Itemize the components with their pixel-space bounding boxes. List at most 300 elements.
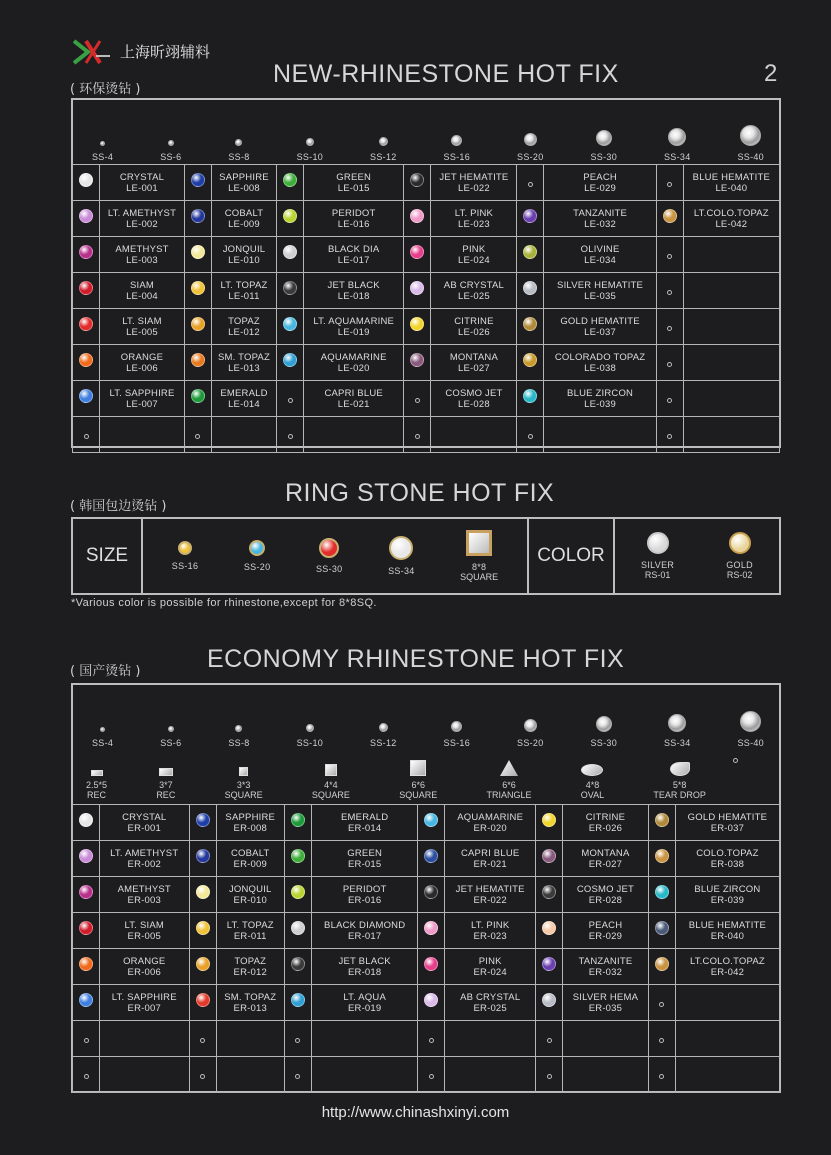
color-swatch-icon <box>79 885 93 899</box>
section1-cn-label: ( 环保烫钻 ) <box>70 82 141 97</box>
color-code: ER-029 <box>588 930 623 942</box>
rectangle-stone-icon <box>159 768 173 776</box>
color-code: LE-035 <box>584 290 616 302</box>
color-name-cell <box>100 381 185 417</box>
rectangle-stone-icon <box>239 767 248 776</box>
ring-size-item <box>244 540 271 572</box>
color-swatch-icon <box>283 173 297 187</box>
empty-slot-icon <box>659 1038 664 1043</box>
swatch-cell <box>73 877 100 913</box>
ring-stone-icon <box>249 540 265 556</box>
shape-item <box>312 752 350 800</box>
ring-size-label: SS-30 <box>315 564 343 574</box>
color-name-cell <box>311 1057 417 1093</box>
swatch-cell <box>648 1021 675 1057</box>
empty-slot-icon <box>528 434 533 439</box>
color-name-cell <box>211 309 276 345</box>
color-swatch-icon <box>523 353 537 367</box>
color-name-cell <box>311 877 417 913</box>
color-name-cell <box>445 805 536 841</box>
swatch-cell <box>404 201 431 237</box>
color-swatch-icon <box>291 885 305 899</box>
color-code: ER-002 <box>127 858 161 870</box>
swatch-cell <box>284 949 311 985</box>
color-name-cell <box>675 913 779 949</box>
swatch-cell <box>404 237 431 273</box>
size-label: SS-16 <box>443 738 471 748</box>
color-name-cell <box>431 309 517 345</box>
swatch-cell <box>189 985 216 1021</box>
color-name: PINK <box>462 243 486 255</box>
empty-slot-icon <box>415 398 420 403</box>
color-code: ER-027 <box>588 858 623 870</box>
rhinestone-icon <box>306 724 314 732</box>
color-name: LT. SAPPHIRE <box>111 991 177 1003</box>
shape-type-label: SQUARE <box>311 790 350 800</box>
color-name: BLUE ZIRCON <box>694 883 761 895</box>
size-label: SS-40 <box>737 152 764 162</box>
ring-color-code: RS-02 <box>726 570 753 580</box>
color-name-cell <box>216 949 284 985</box>
swatch-cell <box>284 1021 311 1057</box>
ring-color-item <box>641 532 674 580</box>
swatch-cell <box>73 345 100 381</box>
swatch-cell <box>404 417 431 453</box>
empty-slot-icon <box>659 1002 664 1007</box>
color-name-cell <box>675 841 779 877</box>
color-name-cell <box>431 273 517 309</box>
color-name: LT. SAPPHIRE <box>109 387 175 399</box>
color-swatch-icon <box>542 813 556 827</box>
color-swatch-icon <box>523 209 537 223</box>
color-name-cell <box>683 381 779 417</box>
swatch-cell <box>404 381 431 417</box>
table-row <box>73 949 780 985</box>
color-name-cell <box>563 877 649 913</box>
swatch-cell <box>184 345 211 381</box>
rectangle-stone-icon <box>325 764 337 776</box>
color-swatch-icon <box>523 317 537 331</box>
rhinestone-icon <box>168 140 174 146</box>
color-name: PEACH <box>583 171 617 183</box>
color-name-cell <box>304 201 404 237</box>
ring-size-item <box>172 541 199 571</box>
rhinestone-icon <box>379 723 388 732</box>
size-label: SIZE <box>73 519 143 593</box>
section1-color-table <box>72 164 780 453</box>
color-swatch-icon <box>191 317 205 331</box>
table-row <box>73 237 780 273</box>
size-label: SS-34 <box>663 152 691 162</box>
color-name: AMETHYST <box>117 883 171 895</box>
shape-size-label: 2.5*5 <box>86 780 108 790</box>
swatch-cell <box>648 805 675 841</box>
color-name-cell <box>683 417 779 453</box>
color-swatch-icon <box>291 957 305 971</box>
swatch-cell <box>189 877 216 913</box>
color-name: LT.COLO.TOPAZ <box>689 955 765 967</box>
swatch-cell <box>648 1057 675 1093</box>
color-swatch-icon <box>79 993 93 1007</box>
color-name-cell <box>100 877 190 913</box>
ring-size-label: SS-16 <box>171 561 199 571</box>
color-name: GREEN <box>347 847 383 859</box>
color-name-cell <box>683 309 779 345</box>
color-name-cell <box>211 345 276 381</box>
color-name-cell <box>216 1057 284 1093</box>
color-swatch-icon <box>291 993 305 1007</box>
color-name: JET HEMATITE <box>439 171 509 183</box>
empty-slot-icon <box>200 1038 205 1043</box>
color-name-cell <box>211 201 276 237</box>
section3-title: ECONOMY RHINESTONE HOT FIX <box>207 645 625 673</box>
color-name-cell <box>445 841 536 877</box>
ring-stone-icon <box>178 541 192 555</box>
color-name: LT. SIAM <box>122 315 162 327</box>
swatch-cell <box>656 165 683 201</box>
size-item-ss-34 <box>664 114 691 162</box>
square-size-label: 8*8 <box>471 562 487 572</box>
brand-name: 上海昕翊辅料 <box>120 43 211 61</box>
size-label: SS-4 <box>92 152 114 162</box>
size-item-ss-40 <box>737 698 764 748</box>
color-name-cell <box>304 381 404 417</box>
swatch-cell <box>404 165 431 201</box>
color-code: ER-009 <box>233 858 267 870</box>
color-swatch-icon <box>196 813 210 827</box>
swatch-cell <box>73 1057 100 1093</box>
triangle-stone-icon <box>500 760 518 776</box>
swatch-cell <box>404 309 431 345</box>
rhinestone-icon <box>524 133 537 146</box>
color-swatch-icon <box>196 885 210 899</box>
ring-size-item <box>388 536 415 576</box>
swatch-cell <box>184 417 211 453</box>
swatch-cell <box>189 805 216 841</box>
color-code: LE-040 <box>715 182 748 194</box>
swatch-cell <box>517 237 544 273</box>
swatch-cell <box>648 985 675 1021</box>
color-code: ER-020 <box>473 822 507 834</box>
rectangle-stone-icon <box>91 770 103 776</box>
rectangle-stone-icon <box>410 760 426 776</box>
color-name-cell <box>431 165 517 201</box>
ring-size-item <box>316 538 343 574</box>
empty-slot-icon <box>528 182 533 187</box>
color-swatch-icon <box>542 993 556 1007</box>
table-row <box>73 345 780 381</box>
color-name: AQUAMARINE <box>457 811 524 823</box>
rhinestone-icon <box>306 138 314 146</box>
color-name-cell <box>445 1021 536 1057</box>
shape-type-label: SQUARE <box>399 790 438 800</box>
color-code: LE-001 <box>126 182 158 194</box>
color-code: LE-022 <box>458 182 490 194</box>
swatch-cell <box>418 841 445 877</box>
color-swatch-icon <box>191 389 205 403</box>
swatch-cell <box>536 877 563 913</box>
color-name-cell <box>216 841 284 877</box>
color-swatch-icon <box>410 353 424 367</box>
swatch-cell <box>73 165 100 201</box>
shape-size-label: 3*3 <box>236 780 251 790</box>
color-code: ER-039 <box>710 894 745 906</box>
color-name-cell <box>100 345 185 381</box>
color-code: ER-019 <box>347 1002 382 1014</box>
shape-item <box>156 752 175 800</box>
color-name: SM. TOPAZ <box>218 351 270 363</box>
swatch-cell <box>277 201 304 237</box>
swatch-cell <box>184 165 211 201</box>
color-name: OLIVINE <box>580 243 620 255</box>
size-item-ss-16 <box>444 114 471 162</box>
size-item-ss-6 <box>160 698 181 748</box>
empty-slot-icon <box>84 1074 89 1079</box>
color-name-cell <box>445 985 536 1021</box>
color-name: EMERALD <box>220 387 268 399</box>
color-name-cell <box>675 985 779 1021</box>
color-swatch-icon <box>523 389 537 403</box>
empty-slot-icon <box>667 182 672 187</box>
color-name-cell <box>304 309 404 345</box>
color-name: AMETHYST <box>115 243 169 255</box>
shape-size-label: 3*7 <box>159 780 173 790</box>
color-swatch-icon <box>191 173 205 187</box>
color-swatch-icon <box>196 921 210 935</box>
swatch-cell <box>648 877 675 913</box>
rhinestone-icon <box>451 721 462 732</box>
size-item-ss-34 <box>664 698 691 748</box>
color-swatch-icon <box>523 245 537 259</box>
size-item-ss-30 <box>591 114 618 162</box>
color-swatch-icon <box>424 993 438 1007</box>
color-code: ER-005 <box>127 930 161 942</box>
color-name-cell <box>544 309 656 345</box>
size-item-ss-12 <box>370 114 397 162</box>
ring-size-label: SS-34 <box>388 566 415 576</box>
color-name: COBALT <box>230 847 270 859</box>
size-item-ss-8 <box>228 114 249 162</box>
color-code: ER-028 <box>588 894 623 906</box>
color-name-cell <box>431 381 517 417</box>
color-name: LT. PINK <box>471 919 510 931</box>
color-swatch-icon <box>283 245 297 259</box>
color-code: LE-008 <box>228 182 260 194</box>
empty-slot-icon <box>547 1074 552 1079</box>
color-swatch-icon <box>542 849 556 863</box>
rhinestone-icon <box>379 137 388 146</box>
ring-size-list <box>143 519 529 593</box>
color-name: CAPRI BLUE <box>324 387 383 399</box>
color-name-cell <box>216 985 284 1021</box>
size-label: SS-10 <box>296 152 324 162</box>
color-name: LT. AQUA <box>343 991 386 1003</box>
website-url[interactable]: http://www.chinashxinyi.com <box>321 1104 510 1121</box>
empty-slot-icon <box>667 326 672 331</box>
color-name: BLACK DIAMOND <box>324 919 406 931</box>
color-name-cell <box>311 949 417 985</box>
color-code: ER-010 <box>233 894 267 906</box>
swatch-cell <box>284 841 311 877</box>
color-name: MONTANA <box>449 351 499 363</box>
color-swatch-icon <box>196 849 210 863</box>
swatch-cell <box>418 949 445 985</box>
color-code: ER-025 <box>473 1002 507 1014</box>
swatch-cell <box>73 417 100 453</box>
color-name-cell <box>675 949 779 985</box>
color-code: ER-035 <box>588 1002 623 1014</box>
swatch-cell <box>73 1021 100 1057</box>
size-item-ss-6 <box>160 114 181 162</box>
color-name: TOPAZ <box>228 315 260 327</box>
swatch-cell <box>536 949 563 985</box>
color-code: ER-024 <box>473 966 507 978</box>
color-name-cell <box>100 1057 190 1093</box>
table-row <box>73 805 780 841</box>
color-name-cell <box>100 201 185 237</box>
color-swatch-icon <box>424 957 438 971</box>
swatch-cell <box>189 913 216 949</box>
color-code: LE-020 <box>337 362 370 374</box>
color-name: COSMO JET <box>445 387 503 399</box>
rhinestone-icon <box>596 130 612 146</box>
color-code: LE-014 <box>228 398 260 410</box>
color-name-cell <box>100 309 185 345</box>
color-name-cell <box>544 201 656 237</box>
color-name-cell <box>544 381 656 417</box>
color-code: ER-016 <box>347 894 382 906</box>
color-name-cell <box>675 877 779 913</box>
size-item-ss-10 <box>297 698 324 748</box>
swatch-cell <box>656 201 683 237</box>
empty-slot-icon <box>667 434 672 439</box>
color-swatch-icon <box>291 849 305 863</box>
size-item-ss-40 <box>737 114 764 162</box>
color-code: LE-034 <box>584 254 616 266</box>
empty-slot-icon <box>667 290 672 295</box>
color-name: LT. SIAM <box>124 919 164 931</box>
color-swatch-icon <box>283 353 297 367</box>
rhinestone-icon <box>524 719 537 732</box>
color-swatch-icon <box>79 353 93 367</box>
color-swatch-icon <box>196 957 210 971</box>
swatch-cell <box>284 1057 311 1093</box>
shape-item <box>581 752 604 800</box>
color-name-cell <box>100 237 185 273</box>
empty-slot-icon <box>288 398 293 403</box>
swatch-cell <box>656 381 683 417</box>
color-code: LE-019 <box>337 326 370 338</box>
color-name-cell <box>683 273 779 309</box>
color-name-cell <box>100 273 185 309</box>
color-code: ER-042 <box>710 966 745 978</box>
color-name: SAPPHIRE <box>219 171 269 183</box>
color-name-cell <box>445 877 536 913</box>
color-name-cell <box>563 985 649 1021</box>
color-swatch-icon <box>424 885 438 899</box>
color-name-cell <box>563 913 649 949</box>
color-code: LE-042 <box>715 218 748 230</box>
color-name-cell <box>216 805 284 841</box>
empty-slot-icon <box>288 434 293 439</box>
ring-stone-panel <box>71 517 781 595</box>
shape-size-label: 5*8 <box>672 780 687 790</box>
size-item-ss-4 <box>92 698 113 748</box>
empty-slot-icon <box>84 434 89 439</box>
oval-stone-icon <box>581 764 603 776</box>
table-row <box>73 985 780 1021</box>
empty-slot-icon <box>429 1038 434 1043</box>
color-name: AB CRYSTAL <box>443 279 505 291</box>
color-name-cell <box>100 1021 190 1057</box>
color-code: ER-018 <box>347 966 382 978</box>
color-name-cell <box>563 841 649 877</box>
color-name: JET HEMATITE <box>455 883 525 895</box>
color-code: LE-005 <box>126 326 158 338</box>
color-swatch-icon <box>79 317 93 331</box>
color-code: ER-011 <box>233 930 267 942</box>
swatch-cell <box>284 985 311 1021</box>
color-name: AQUAMARINE <box>320 351 387 363</box>
color-name: MONTANA <box>581 847 630 859</box>
square-shape-label: SQUARE <box>460 572 499 582</box>
color-name-cell <box>304 345 404 381</box>
shape-type-label: REC <box>87 790 107 800</box>
color-name: LT. TOPAZ <box>226 919 274 931</box>
color-code: ER-007 <box>127 1002 161 1014</box>
color-name-cell <box>544 417 656 453</box>
color-name-cell <box>311 841 417 877</box>
size-label: SS-40 <box>737 738 764 748</box>
color-name: JET BLACK <box>327 279 380 291</box>
color-swatch-icon <box>191 353 205 367</box>
color-code: ER-040 <box>710 930 745 942</box>
size-label: SS-12 <box>370 738 397 748</box>
swatch-cell <box>284 877 311 913</box>
color-name: BLUE HEMATITE <box>688 919 767 931</box>
swatch-cell <box>184 381 211 417</box>
color-name-cell <box>100 913 190 949</box>
swatch-cell <box>517 381 544 417</box>
color-name: COLORADO TOPAZ <box>554 351 646 363</box>
shape-type-label: TEAR DROP <box>653 790 706 800</box>
color-swatch-icon <box>542 885 556 899</box>
empty-slot-icon <box>667 362 672 367</box>
swatch-cell <box>189 1021 216 1057</box>
swatch-cell <box>277 417 304 453</box>
color-name: EMERALD <box>341 811 389 823</box>
empty-slot-icon <box>84 1038 89 1043</box>
ring-stone-icon <box>389 536 413 560</box>
rhinestone-icon <box>740 711 761 732</box>
square-stone-icon <box>466 530 492 556</box>
color-name: JONQUIL <box>228 883 272 895</box>
color-name-cell <box>211 417 276 453</box>
swatch-cell <box>184 201 211 237</box>
color-name-cell <box>304 273 404 309</box>
size-label: SS-30 <box>590 738 618 748</box>
rhinestone-icon <box>235 725 242 732</box>
teardrop-stone-icon <box>670 762 690 776</box>
color-code: LE-023 <box>458 218 490 230</box>
color-code: LE-038 <box>584 362 616 374</box>
size-item-ss-4 <box>92 114 113 162</box>
shape-item <box>225 752 263 800</box>
color-swatch-icon <box>79 813 93 827</box>
brand-logo-icon <box>72 38 112 66</box>
shape-type-label: REC <box>156 790 176 800</box>
swatch-cell <box>418 1021 445 1057</box>
